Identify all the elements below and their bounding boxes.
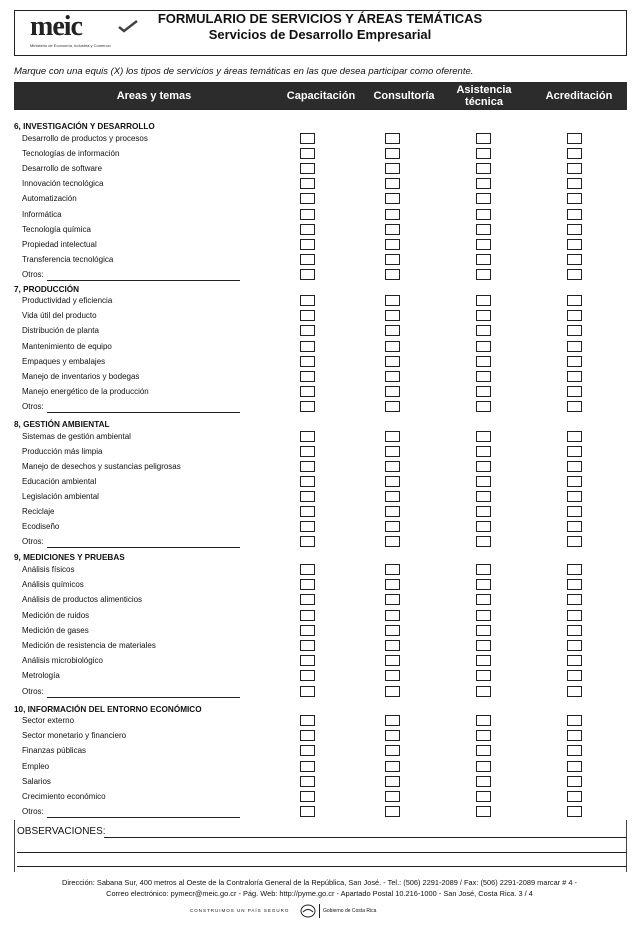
checkbox-consultoria[interactable] xyxy=(385,686,400,697)
checkbox-asistencia[interactable] xyxy=(476,776,491,787)
section-title: 9, MEDICIONES Y PRUEBAS xyxy=(14,553,125,562)
checkbox-capacitacion[interactable] xyxy=(300,325,315,336)
checkbox-consultoria[interactable] xyxy=(385,386,400,397)
checkbox-asistencia[interactable] xyxy=(476,295,491,306)
checkbox-acreditacion[interactable] xyxy=(567,640,582,651)
checkbox-acreditacion[interactable] xyxy=(567,594,582,605)
checkbox-capacitacion[interactable] xyxy=(300,224,315,235)
form-subtitle: Servicios de Desarrollo Empresarial xyxy=(208,27,432,42)
checkbox-acreditacion[interactable] xyxy=(567,806,582,817)
topic-label: Finanzas públicas xyxy=(22,746,87,756)
checkbox-capacitacion[interactable] xyxy=(300,356,315,367)
checkbox-acreditacion[interactable] xyxy=(567,461,582,472)
checkbox-consultoria[interactable] xyxy=(385,536,400,547)
instructions-text: Marque con una equis (X) los tipos de servicios y áreas temáticas en las que desea participar como oferente. xyxy=(14,66,474,77)
checkbox-asistencia[interactable] xyxy=(476,655,491,666)
checkbox-capacitacion[interactable] xyxy=(300,476,315,487)
checkbox-acreditacion[interactable] xyxy=(567,401,582,412)
checkbox-consultoria[interactable] xyxy=(385,431,400,442)
checkbox-capacitacion[interactable] xyxy=(300,491,315,502)
topic-label: Informática xyxy=(22,209,62,219)
column-header-asistencia xyxy=(444,84,524,108)
checkbox-capacitacion[interactable] xyxy=(300,254,315,265)
topic-label: Sistemas de gestión ambiental xyxy=(22,432,131,441)
checkbox-capacitacion[interactable] xyxy=(300,461,315,472)
checkbox-acreditacion[interactable] xyxy=(567,625,582,636)
checkbox-asistencia[interactable] xyxy=(476,401,491,412)
checkbox-capacitacion[interactable] xyxy=(300,506,315,517)
topic-label: Producción más limpia xyxy=(22,447,103,456)
checkbox-asistencia[interactable] xyxy=(476,431,491,442)
checkbox-capacitacion[interactable] xyxy=(300,386,315,397)
section-title: 6, INVESTIGACIÓN Y DESARROLLO xyxy=(14,122,155,131)
topic-label: Análisis químicos xyxy=(22,580,84,590)
topic-label: Educación ambiental xyxy=(22,477,97,486)
meic-logo xyxy=(22,13,142,53)
checkbox-consultoria[interactable] xyxy=(385,148,400,159)
checkbox-capacitacion[interactable] xyxy=(300,730,315,741)
checkbox-consultoria[interactable] xyxy=(385,224,400,235)
checkbox-asistencia[interactable] xyxy=(476,791,491,802)
checkbox-acreditacion[interactable] xyxy=(567,295,582,306)
topic-label: Innovación tecnológica xyxy=(22,179,104,189)
checkbox-capacitacion[interactable] xyxy=(300,640,315,651)
checkbox-asistencia[interactable] xyxy=(476,745,491,756)
observations-label: OBSERVACIONES: xyxy=(17,826,106,837)
checkbox-capacitacion[interactable] xyxy=(300,295,315,306)
checkbox-consultoria[interactable] xyxy=(385,521,400,532)
checkbox-acreditacion[interactable] xyxy=(567,269,582,280)
checkbox-capacitacion[interactable] xyxy=(300,193,315,204)
topic-label: Empleo xyxy=(22,761,50,771)
footer-address: Dirección: Sabana Sur, 400 metros al Oeste de la Contraloría General de la República, San José. - Tel.: (506) 2291-2089 / Fax: (506) 2291-2089 marcar # 4 - xyxy=(61,878,578,887)
checkbox-consultoria[interactable] xyxy=(385,269,400,280)
topic-label: Análisis físicos xyxy=(22,565,75,574)
topic-label: Medición de resistencia de materiales xyxy=(22,641,156,650)
checkbox-consultoria[interactable] xyxy=(385,476,400,487)
checkbox-capacitacion[interactable] xyxy=(300,745,315,756)
checkbox-asistencia[interactable] xyxy=(476,536,491,547)
checkbox-consultoria[interactable] xyxy=(385,341,400,352)
checkbox-capacitacion[interactable] xyxy=(300,655,315,666)
checkbox-capacitacion[interactable] xyxy=(300,239,315,250)
checkbox-consultoria[interactable] xyxy=(385,371,400,382)
checkbox-acreditacion[interactable] xyxy=(567,730,582,741)
checkbox-acreditacion[interactable] xyxy=(567,536,582,547)
topic-label: Transferencia tecnológica xyxy=(22,254,114,264)
checkbox-asistencia[interactable] xyxy=(476,148,491,159)
checkbox-acreditacion[interactable] xyxy=(567,325,582,336)
checkbox-consultoria[interactable] xyxy=(385,564,400,575)
checkbox-asistencia[interactable] xyxy=(476,209,491,220)
checkbox-asistencia[interactable] xyxy=(476,594,491,605)
topic-label: Tecnología química xyxy=(22,224,91,234)
checkbox-acreditacion[interactable] xyxy=(567,356,582,367)
checkbox-capacitacion[interactable] xyxy=(300,625,315,636)
topic-label: Metrología xyxy=(22,671,60,681)
checkbox-acreditacion[interactable] xyxy=(567,610,582,621)
government-motto: CONSTRUIMOS UN PAÍS SEGURO xyxy=(190,908,290,913)
checkbox-consultoria[interactable] xyxy=(385,610,400,621)
section-title: 7, PRODUCCIÓN xyxy=(14,285,80,294)
checkbox-acreditacion[interactable] xyxy=(567,209,582,220)
checkbox-capacitacion[interactable] xyxy=(300,715,315,726)
checkbox-capacitacion[interactable] xyxy=(300,610,315,621)
checkbox-consultoria[interactable] xyxy=(385,163,400,174)
logo-tagline: Ministerio de Economía, Industria y Comercio xyxy=(30,43,111,48)
topic-label: Automatización xyxy=(22,194,77,204)
checkbox-acreditacion[interactable] xyxy=(567,254,582,265)
checkbox-asistencia[interactable] xyxy=(476,193,491,204)
checkbox-acreditacion[interactable] xyxy=(567,491,582,502)
checkbox-consultoria[interactable] xyxy=(385,640,400,651)
checkbox-asistencia[interactable] xyxy=(476,730,491,741)
checkbox-acreditacion[interactable] xyxy=(567,148,582,159)
checkbox-asistencia[interactable] xyxy=(476,239,491,250)
topic-label: Salarios xyxy=(22,776,51,786)
checkbox-capacitacion[interactable] xyxy=(300,178,315,189)
topic-label: Propiedad intelectual xyxy=(22,239,97,249)
government-branding xyxy=(190,904,450,918)
topic-label: Análisis microbiológico xyxy=(22,656,103,666)
otros-label: Otros: xyxy=(22,807,44,817)
observations-input-line[interactable] xyxy=(104,837,627,838)
checkbox-capacitacion[interactable] xyxy=(300,310,315,321)
topic-label: Sector monetario y financiero xyxy=(22,731,127,741)
checkbox-capacitacion[interactable] xyxy=(300,133,315,144)
checkbox-asistencia[interactable] xyxy=(476,133,491,144)
column-header-acreditacion: Acreditación xyxy=(545,90,613,102)
checkbox-consultoria[interactable] xyxy=(385,325,400,336)
checkbox-asistencia[interactable] xyxy=(476,446,491,457)
checkbox-consultoria[interactable] xyxy=(385,791,400,802)
checkbox-asistencia[interactable] xyxy=(476,491,491,502)
topic-label: Distribución de planta xyxy=(22,326,99,336)
checkbox-consultoria[interactable] xyxy=(385,193,400,204)
checkbox-asistencia[interactable] xyxy=(476,310,491,321)
checkbox-capacitacion[interactable] xyxy=(300,761,315,772)
checkbox-acreditacion[interactable] xyxy=(567,178,582,189)
topic-label: Medición de gases xyxy=(22,625,89,635)
checkbox-capacitacion[interactable] xyxy=(300,536,315,547)
checkbox-acreditacion[interactable] xyxy=(567,224,582,235)
topic-label: Reciclaje xyxy=(22,507,55,516)
checkbox-capacitacion[interactable] xyxy=(300,776,315,787)
checkbox-consultoria[interactable] xyxy=(385,715,400,726)
topic-label: Vida útil del producto xyxy=(22,311,97,321)
topic-label: Medición de ruidos xyxy=(22,610,90,620)
checkbox-asistencia[interactable] xyxy=(476,640,491,651)
checkbox-asistencia[interactable] xyxy=(476,564,491,575)
checkbox-consultoria[interactable] xyxy=(385,209,400,220)
otros-label: Otros: xyxy=(22,402,44,412)
checkbox-capacitacion[interactable] xyxy=(300,148,315,159)
column-header-consultoria: Consultoría xyxy=(373,90,435,102)
checkbox-capacitacion[interactable] xyxy=(300,806,315,817)
checkbox-consultoria[interactable] xyxy=(385,295,400,306)
checkbox-acreditacion[interactable] xyxy=(567,670,582,681)
checkbox-consultoria[interactable] xyxy=(385,761,400,772)
checkbox-asistencia[interactable] xyxy=(476,715,491,726)
topic-label: Sector externo xyxy=(22,716,75,725)
checkbox-asistencia[interactable] xyxy=(476,178,491,189)
checkbox-acreditacion[interactable] xyxy=(567,791,582,802)
checkbox-capacitacion[interactable] xyxy=(300,431,315,442)
checkbox-acreditacion[interactable] xyxy=(567,761,582,772)
otros-label: Otros: xyxy=(22,537,44,546)
otros-input-line[interactable] xyxy=(47,280,240,281)
checkbox-capacitacion[interactable] xyxy=(300,564,315,575)
checkbox-asistencia[interactable] xyxy=(476,163,491,174)
checkbox-asistencia[interactable] xyxy=(476,579,491,590)
checkbox-acreditacion[interactable] xyxy=(567,564,582,575)
column-header-asistencia-line1: Asistencia xyxy=(456,84,512,96)
otros-input-line[interactable] xyxy=(47,697,240,698)
section-title: 10, INFORMACIÓN DEL ENTORNO ECONÓMICO xyxy=(14,705,202,714)
checkbox-consultoria[interactable] xyxy=(385,745,400,756)
topic-label: Manejo de inventarios y bodegas xyxy=(22,372,140,381)
column-header-areas: Areas y temas xyxy=(116,90,192,102)
checkbox-consultoria[interactable] xyxy=(385,506,400,517)
checkbox-acreditacion[interactable] xyxy=(567,655,582,666)
topic-label: Análisis de productos alimenticios xyxy=(22,595,143,605)
otros-label: Otros: xyxy=(22,269,44,279)
checkbox-consultoria[interactable] xyxy=(385,178,400,189)
topic-label: Empaques y embalajes xyxy=(22,356,106,366)
checkbox-asistencia[interactable] xyxy=(476,356,491,367)
column-header-asistencia-line2: técnica xyxy=(465,96,503,108)
checkbox-capacitacion[interactable] xyxy=(300,521,315,532)
checkbox-asistencia[interactable] xyxy=(476,670,491,681)
observations-box xyxy=(14,820,627,872)
checkbox-asistencia[interactable] xyxy=(476,686,491,697)
checkbox-capacitacion[interactable] xyxy=(300,579,315,590)
column-header-capacitacion: Capacitación xyxy=(286,90,356,102)
checkbox-asistencia[interactable] xyxy=(476,461,491,472)
checkbox-consultoria[interactable] xyxy=(385,776,400,787)
checkbox-capacitacion[interactable] xyxy=(300,686,315,697)
otros-input-line[interactable] xyxy=(47,547,240,548)
checkbox-consultoria[interactable] xyxy=(385,806,400,817)
checkbox-acreditacion[interactable] xyxy=(567,579,582,590)
checkbox-asistencia[interactable] xyxy=(476,610,491,621)
logo-word: meic xyxy=(30,11,82,42)
government-seal-icon xyxy=(300,904,316,918)
topic-label: Manejo de desechos y sustancias peligrosas xyxy=(22,462,181,471)
checkbox-acreditacion[interactable] xyxy=(567,193,582,204)
topic-label: Productividad y eficiencia xyxy=(22,296,113,305)
otros-input-line[interactable] xyxy=(47,817,240,818)
checkbox-acreditacion[interactable] xyxy=(567,506,582,517)
checkbox-consultoria[interactable] xyxy=(385,670,400,681)
checkbox-asistencia[interactable] xyxy=(476,269,491,280)
checkbox-consultoria[interactable] xyxy=(385,239,400,250)
otros-input-line[interactable] xyxy=(47,412,240,413)
topic-label: Manejo energético de la producción xyxy=(22,387,149,397)
checkbox-acreditacion[interactable] xyxy=(567,686,582,697)
topic-label: Tecnologías de información xyxy=(22,149,120,159)
topic-label: Legislación ambiental xyxy=(22,492,99,501)
checkbox-capacitacion[interactable] xyxy=(300,209,315,220)
checkbox-asistencia[interactable] xyxy=(476,521,491,532)
checkbox-capacitacion[interactable] xyxy=(300,594,315,605)
topic-label: Desarrollo de software xyxy=(22,164,103,174)
checkbox-consultoria[interactable] xyxy=(385,625,400,636)
checkbox-capacitacion[interactable] xyxy=(300,446,315,457)
checkbox-acreditacion[interactable] xyxy=(567,715,582,726)
checkbox-capacitacion[interactable] xyxy=(300,163,315,174)
checkbox-asistencia[interactable] xyxy=(476,806,491,817)
topic-label: Mantenimiento de equipo xyxy=(22,341,112,351)
otros-label: Otros: xyxy=(22,686,44,696)
logo-check-icon xyxy=(117,19,139,33)
checkbox-acreditacion[interactable] xyxy=(567,239,582,250)
checkbox-acreditacion[interactable] xyxy=(567,163,582,174)
checkbox-acreditacion[interactable] xyxy=(567,521,582,532)
checkbox-capacitacion[interactable] xyxy=(300,401,315,412)
checkbox-asistencia[interactable] xyxy=(476,625,491,636)
checkbox-consultoria[interactable] xyxy=(385,579,400,590)
section-title: 8, GESTIÓN AMBIENTAL xyxy=(14,420,110,429)
topic-label: Ecodiseño xyxy=(22,522,60,531)
checkbox-acreditacion[interactable] xyxy=(567,310,582,321)
checkbox-consultoria[interactable] xyxy=(385,491,400,502)
checkbox-capacitacion[interactable] xyxy=(300,670,315,681)
checkbox-asistencia[interactable] xyxy=(476,224,491,235)
checkbox-acreditacion[interactable] xyxy=(567,776,582,787)
checkbox-asistencia[interactable] xyxy=(476,325,491,336)
checkbox-asistencia[interactable] xyxy=(476,371,491,382)
checkbox-consultoria[interactable] xyxy=(385,594,400,605)
form-title: FORMULARIO DE SERVICIOS Y ÁREAS TEMÁTICAS xyxy=(157,11,483,26)
checkbox-capacitacion[interactable] xyxy=(300,791,315,802)
checkbox-asistencia[interactable] xyxy=(476,506,491,517)
checkbox-acreditacion[interactable] xyxy=(567,371,582,382)
checkbox-acreditacion[interactable] xyxy=(567,745,582,756)
checkbox-asistencia[interactable] xyxy=(476,476,491,487)
checkbox-consultoria[interactable] xyxy=(385,310,400,321)
checkbox-acreditacion[interactable] xyxy=(567,431,582,442)
checkbox-capacitacion[interactable] xyxy=(300,341,315,352)
checkbox-consultoria[interactable] xyxy=(385,461,400,472)
checkbox-asistencia[interactable] xyxy=(476,386,491,397)
checkbox-asistencia[interactable] xyxy=(476,761,491,772)
observations-input-line[interactable] xyxy=(17,866,627,867)
checkbox-consultoria[interactable] xyxy=(385,254,400,265)
checkbox-acreditacion[interactable] xyxy=(567,446,582,457)
checkbox-consultoria[interactable] xyxy=(385,655,400,666)
checkbox-consultoria[interactable] xyxy=(385,401,400,412)
government-separator xyxy=(319,904,320,918)
government-name: Gobierno de Costa Rica xyxy=(323,908,377,914)
checkbox-consultoria[interactable] xyxy=(385,446,400,457)
checkbox-capacitacion[interactable] xyxy=(300,371,315,382)
checkbox-acreditacion[interactable] xyxy=(567,476,582,487)
checkbox-consultoria[interactable] xyxy=(385,356,400,367)
footer-contact: Correo electrónico: pymecr@meic.go.cr - Pág. Web: http://pyme.go.cr - Apartado Postal 10.216-1000 - San José, Costa Rica. 3 / 4 xyxy=(106,889,533,898)
observations-input-line[interactable] xyxy=(17,852,627,853)
topic-label: Crecimiento económico xyxy=(22,792,106,801)
checkbox-capacitacion[interactable] xyxy=(300,269,315,280)
checkbox-asistencia[interactable] xyxy=(476,254,491,265)
checkbox-consultoria[interactable] xyxy=(385,730,400,741)
checkbox-acreditacion[interactable] xyxy=(567,133,582,144)
checkbox-acreditacion[interactable] xyxy=(567,341,582,352)
checkbox-acreditacion[interactable] xyxy=(567,386,582,397)
checkbox-asistencia[interactable] xyxy=(476,341,491,352)
topic-label: Desarrollo de productos y procesos xyxy=(22,134,148,143)
column-header-bar xyxy=(14,82,627,110)
checkbox-consultoria[interactable] xyxy=(385,133,400,144)
